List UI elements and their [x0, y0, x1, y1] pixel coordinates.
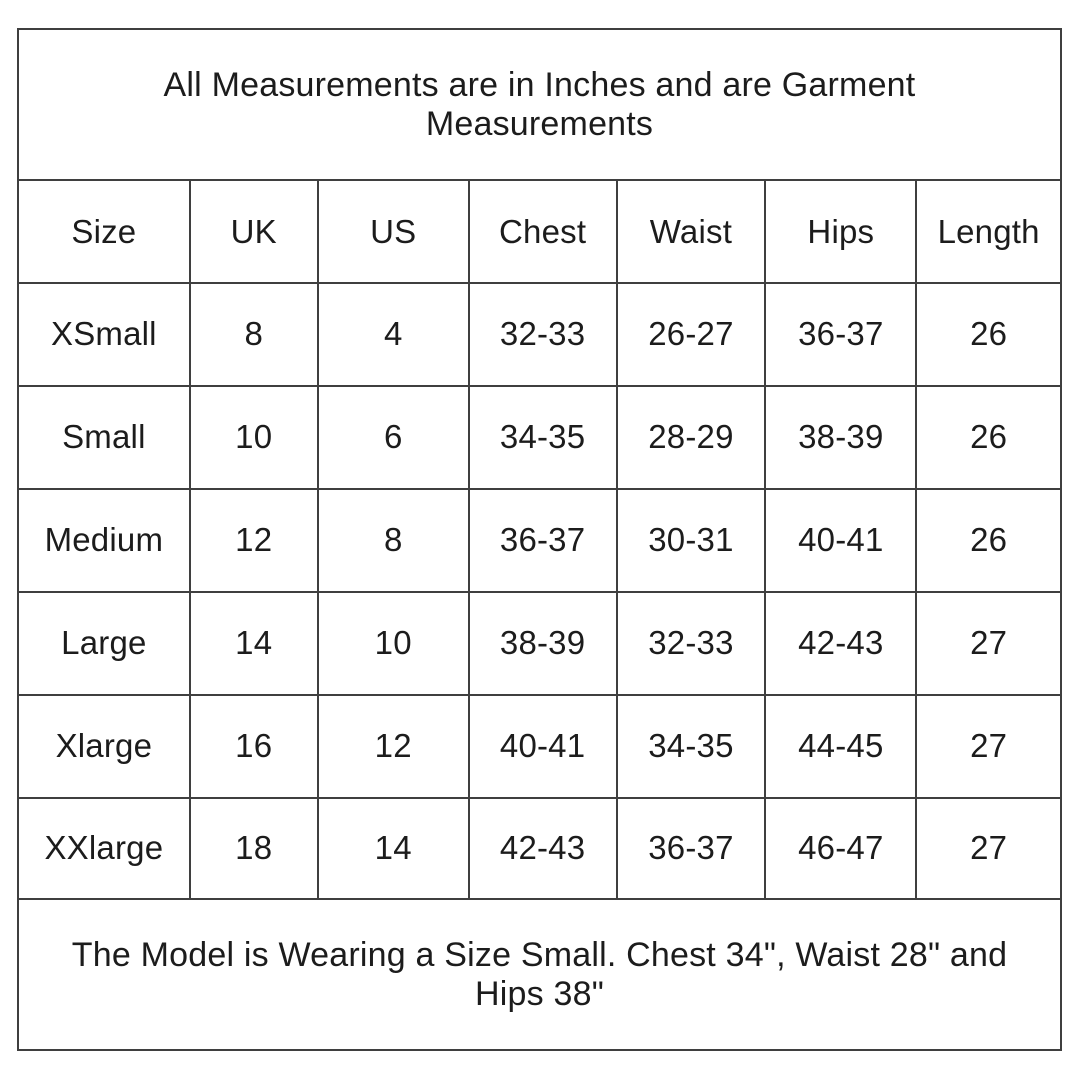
size-chart: [17, 28, 1062, 1051]
cell-length: 27: [916, 695, 1060, 798]
table-row-large: [19, 592, 1060, 695]
cell-length: 26: [916, 489, 1060, 592]
cell-waist: 36-37: [617, 798, 766, 898]
cell-length: 26: [916, 283, 1060, 386]
cell-hips: 36-37: [765, 283, 916, 386]
cell-hips: 42-43: [765, 592, 916, 695]
cell-size: XXlarge: [19, 798, 190, 898]
cell-waist: 26-27: [617, 283, 766, 386]
cell-waist: 34-35: [617, 695, 766, 798]
table-row-medium: [19, 489, 1060, 592]
cell-uk: 12: [190, 489, 318, 592]
cell-size: Xlarge: [19, 695, 190, 798]
cell-uk: 8: [190, 283, 318, 386]
cell-chest: 40-41: [469, 695, 617, 798]
cell-uk: 18: [190, 798, 318, 898]
cell-chest: 38-39: [469, 592, 617, 695]
table-row-xxlarge: [19, 798, 1060, 898]
cell-chest: 36-37: [469, 489, 617, 592]
table-row-xsmall: [19, 283, 1060, 386]
cell-size: Large: [19, 592, 190, 695]
cell-length: 26: [916, 386, 1060, 489]
cell-uk: 10: [190, 386, 318, 489]
cell-us: 10: [318, 592, 469, 695]
cell-us: 14: [318, 798, 469, 898]
col-header-chest: Chest: [469, 181, 617, 283]
cell-us: 8: [318, 489, 469, 592]
col-header-size: Size: [19, 181, 190, 283]
cell-waist: 32-33: [617, 592, 766, 695]
cell-us: 12: [318, 695, 469, 798]
cell-us: 6: [318, 386, 469, 489]
cell-hips: 40-41: [765, 489, 916, 592]
cell-length: 27: [916, 592, 1060, 695]
col-header-length: Length: [916, 181, 1060, 283]
size-table: [19, 181, 1060, 898]
cell-us: 4: [318, 283, 469, 386]
table-row-xlarge: [19, 695, 1060, 798]
cell-waist: 28-29: [617, 386, 766, 489]
chart-title: All Measurements are in Inches and are Garment Measurements: [19, 30, 1060, 181]
cell-length: 27: [916, 798, 1060, 898]
col-header-hips: Hips: [765, 181, 916, 283]
col-header-us: US: [318, 181, 469, 283]
model-note: The Model is Wearing a Size Small. Chest 34", Waist 28" and Hips 38": [19, 898, 1060, 1049]
cell-size: Medium: [19, 489, 190, 592]
cell-waist: 30-31: [617, 489, 766, 592]
cell-chest: 34-35: [469, 386, 617, 489]
cell-chest: 42-43: [469, 798, 617, 898]
col-header-waist: Waist: [617, 181, 766, 283]
table-row-small: [19, 386, 1060, 489]
cell-chest: 32-33: [469, 283, 617, 386]
cell-hips: 44-45: [765, 695, 916, 798]
header-row: [19, 181, 1060, 283]
cell-uk: 16: [190, 695, 318, 798]
cell-hips: 38-39: [765, 386, 916, 489]
cell-uk: 14: [190, 592, 318, 695]
cell-size: XSmall: [19, 283, 190, 386]
cell-size: Small: [19, 386, 190, 489]
col-header-uk: UK: [190, 181, 318, 283]
cell-hips: 46-47: [765, 798, 916, 898]
